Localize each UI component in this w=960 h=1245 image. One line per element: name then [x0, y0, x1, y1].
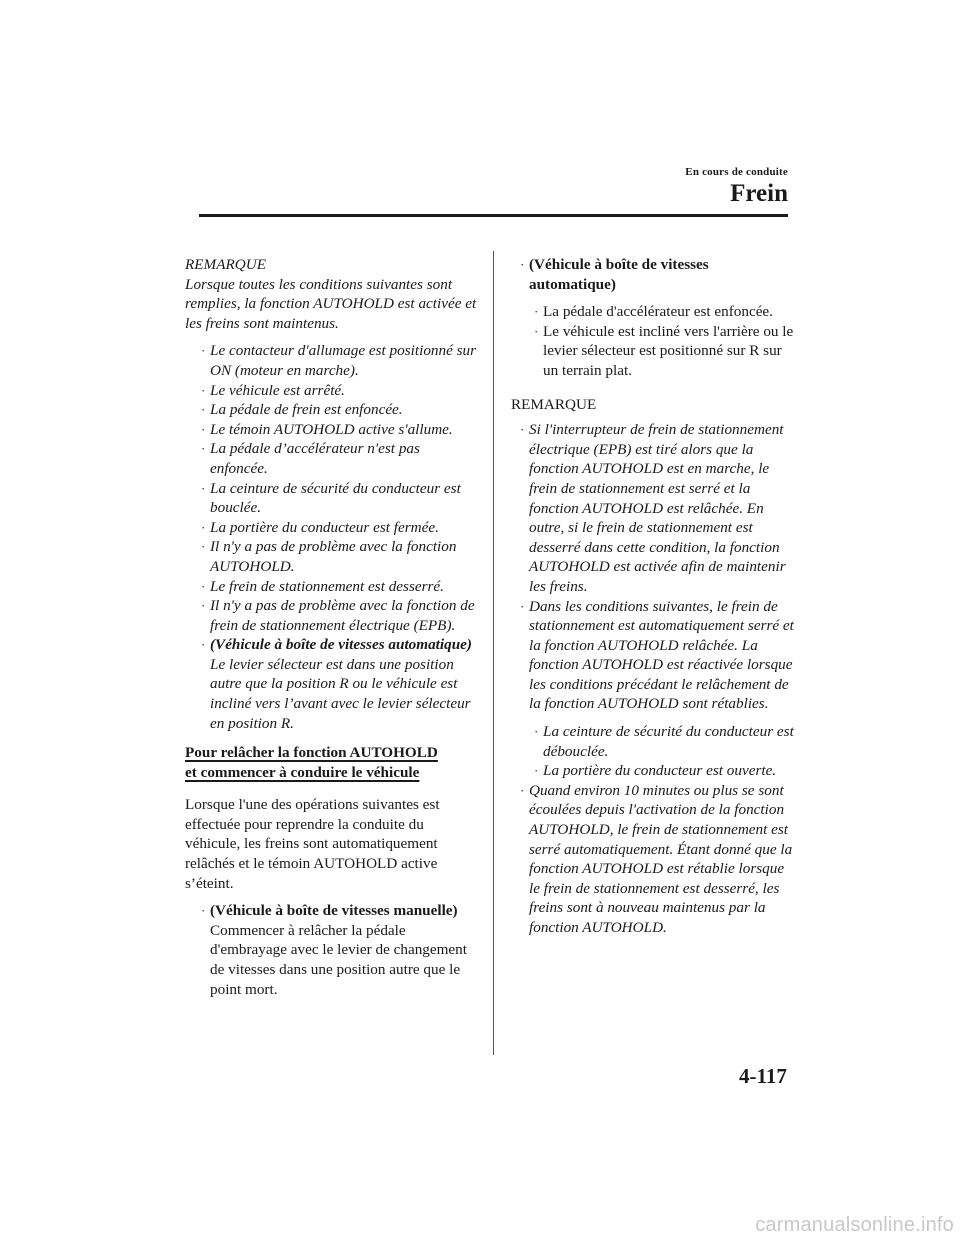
list-item: · La ceinture de sécurité du conducteur est débouclée.: [534, 723, 794, 760]
footer-watermark: carmanualsonline.info: [755, 1214, 954, 1236]
bullet-icon: ·: [201, 421, 206, 437]
left-column: [185, 255, 477, 999]
bullet-icon: ·: [520, 257, 525, 272]
list-item: · La pédale d’accélérateur n'est pas enfoncée.: [201, 440, 420, 477]
list-item: · Quand environ 10 minutes ou plus se sont écoulées depuis l'activation de la fonction AUTOHOLD, le frein de stationnement est serré automatiquement. Étant donné que la fonction AUTOHOLD est rétablie lorsque le frein de stationnement est desserré, les freins sont à nouveau maintenus par la fonction AUTOHOLD.: [520, 781, 793, 936]
list-item: · Le frein de stationnement est desserré.: [201, 577, 444, 595]
bullet-icon: ·: [201, 519, 206, 535]
list-item: · La pédale d'accélérateur est enfoncée.: [534, 303, 773, 321]
list-item: [201, 901, 477, 999]
manual-label: (Véhicule à boîte de vitesses manuelle): [210, 902, 458, 920]
notes-list: [511, 420, 794, 714]
list-item: [520, 255, 794, 294]
bullet-icon: ·: [201, 578, 206, 594]
auto-condition-text: Le levier sélecteur est dans une position autre que la position R ou le véhicule est incliné vers l’avant avec le levier sélecteur en position R.: [210, 655, 471, 732]
bullet-icon: ·: [534, 304, 539, 320]
release-heading: Pour relâcher la fonction AUTOHOLD et commencer à conduire le véhicule: [185, 744, 438, 782]
list-item: · Le contacteur d'allumage est positionné sur ON (moteur en marche).: [201, 342, 477, 379]
auto-condition-label: (Véhicule à boîte de vitesses automatique): [210, 636, 472, 654]
bullet-icon: ·: [534, 323, 539, 339]
right-column: [511, 255, 794, 938]
header-rule: [199, 214, 788, 217]
section-name: En cours de conduite: [685, 166, 788, 178]
auto-items: [511, 302, 794, 380]
column-divider: [493, 251, 494, 1055]
page-title: Frein: [730, 180, 788, 207]
list-item: · La ceinture de sécurité du conducteur est bouclée.: [201, 479, 461, 517]
bullet-icon: ·: [520, 422, 525, 438]
bullet-icon: ·: [534, 724, 539, 740]
bullet-icon: ·: [520, 782, 525, 798]
list-item: · Le véhicule est arrêté.: [201, 381, 345, 399]
list-item: · Dans les conditions suivantes, le frein de stationnement est automatiquement serré et la fonction AUTOHOLD relâchée. La fonction AUTOHOLD est réactivée lorsque les conditions précédant le relâchement de la fonction AUTOHOLD sont rétablies.: [520, 597, 794, 713]
release-intro: Lorsque l'une des opérations suivantes est effectuée pour reprendre la conduite du véhicule, les freins sont automatiquement relâchés et le témoin AUTOHOLD active s’éteint.: [185, 796, 440, 892]
list-item: · Il n'y a pas de problème avec la fonction AUTOHOLD.: [201, 538, 457, 575]
list-item: · La pédale de frein est enfoncée.: [201, 401, 403, 419]
last-note-list: [511, 781, 794, 938]
note-intro: Lorsque toutes les conditions suivantes sont remplies, la fonction AUTOHOLD est activée et les freins sont maintenus.: [185, 275, 477, 332]
release-list: [185, 901, 477, 999]
bullet-icon: ·: [201, 402, 206, 418]
list-item: · La portière du conducteur est ouverte.: [534, 762, 777, 780]
bullet-icon: ·: [520, 598, 525, 614]
list-item: · Le véhicule est incliné vers l'arrière ou le levier sélecteur est positionné sur R sur un terrain plat.: [534, 322, 794, 379]
list-item: · Le témoin AUTOHOLD active s'allume.: [201, 420, 453, 438]
bullet-icon: ·: [201, 441, 206, 457]
bullet-icon: ·: [201, 637, 206, 653]
conditions-list: [185, 341, 477, 733]
bullet-icon: ·: [201, 539, 206, 555]
bullet-icon: ·: [201, 343, 206, 359]
list-item: [201, 635, 477, 733]
bullet-icon: ·: [201, 382, 206, 398]
bullet-icon: ·: [201, 598, 206, 614]
auto-block: [511, 255, 794, 294]
page-number: 4-117: [739, 1064, 787, 1088]
bullet-icon: ·: [201, 480, 206, 496]
list-item: · Si l'interrupteur de frein de stationnement électrique (EPB) est tiré alors que la fonction AUTOHOLD est en marche, le frein de stationnement est serré et la fonction AUTOHOLD est relâchée. En outre, si le frein de stationnement est desserré dans cette condition, la fonction AUTOHOLD est activée afin de maintenir les freins.: [520, 421, 786, 595]
auto-label: (Véhicule à boîte de vitesses automatique): [529, 256, 709, 293]
bullet-icon: ·: [534, 763, 539, 779]
list-item: · La portière du conducteur est fermée.: [201, 518, 439, 536]
manual-text: Commencer à relâcher la pédale d'embrayage avec le levier de changement de vitesses dans une position autre que le point mort.: [210, 921, 467, 998]
note-label-right: REMARQUE: [511, 395, 597, 413]
sub-notes-list: [511, 722, 794, 781]
note-label: REMARQUE: [185, 256, 266, 273]
list-item: · Il n'y a pas de problème avec la fonction de frein de stationnement électrique (EPB).: [201, 597, 475, 634]
bullet-icon: ·: [201, 903, 206, 919]
